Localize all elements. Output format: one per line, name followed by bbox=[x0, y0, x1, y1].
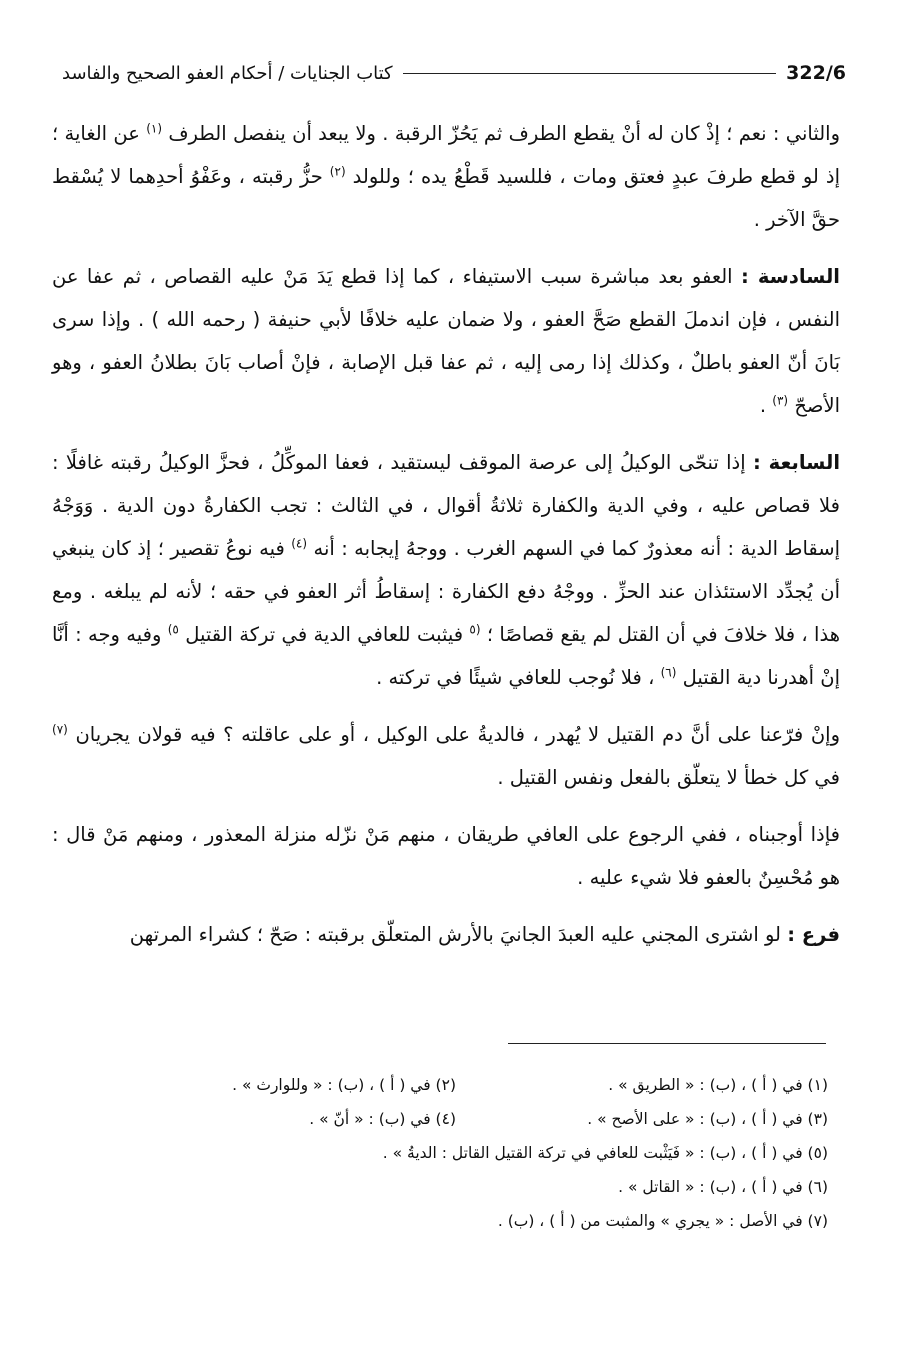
paragraph-lead: السابعة : bbox=[752, 451, 840, 474]
paragraph-text: فإذا أوجبناه ، ففي الرجوع على العافي طريقان ، منهم مَنْ نزّله منزلة المعذور ، ومنهم مَنْ قال : هو مُحْسِنٌ بالعفو فلا شيء عليه . bbox=[52, 823, 840, 889]
paragraph-4 bbox=[52, 713, 840, 799]
header-rule bbox=[403, 73, 777, 74]
paragraph-6th-case bbox=[52, 255, 840, 427]
footnote-row bbox=[80, 1068, 828, 1102]
footnote-marker: (٧) bbox=[52, 722, 68, 737]
footnote-row bbox=[80, 1102, 828, 1136]
paragraph-text: فيه نوعُ تقصير ؛ إذ كان ينبغي أن يُجدِّد الاستئذان عند الحزِّ . ووجْهُ دفع الكفارة : إسقاطُ أثر العفو في حقه ؛ لأنه لم يبلغه . ومع هذا ، فلا خلافَ في أن القتل لم يقع قصاصًا ؛ bbox=[52, 537, 840, 646]
paragraph-5 bbox=[52, 813, 840, 899]
paragraph-text: لو اشترى المجني عليه العبدَ الجانيَ بالأرش المتعلّق برقبته : صَحّ ؛ كشراء المرتهن bbox=[129, 923, 781, 946]
footnote-6: (٦) في ( أ ) ، (ب) : « القاتل » . bbox=[618, 1178, 828, 1196]
body-text bbox=[52, 112, 840, 970]
footnote-marker: (١) bbox=[146, 121, 163, 136]
footnote-5: (٥) في ( أ ) ، (ب) : « فَيَثْبت للعافي في تركة القتيل القاتل : الديةُ » . bbox=[382, 1144, 828, 1162]
paragraph-lead: السادسة : bbox=[741, 265, 840, 288]
footnote-marker: (٢) bbox=[329, 164, 346, 179]
paragraph-text: في كل خطأ لا يتعلّق بالفعل ونفس القتيل . bbox=[497, 766, 840, 789]
footnote-marker: (٣) bbox=[772, 393, 789, 408]
footnotes bbox=[80, 1068, 828, 1238]
paragraph-text: والثاني : نعم ؛ إذْ كان له أنْ يقطع الطرف ثم يَحُزّ الرقبة . ولا يبعد أن ينفصل الطرف bbox=[168, 122, 840, 145]
footnote-4: (٤) في (ب) : « أنّ » . bbox=[309, 1110, 456, 1128]
footnote-3: (٣) في ( أ ) ، (ب) : « على الأصح » . bbox=[587, 1110, 828, 1128]
footnote-marker: (٥ bbox=[469, 622, 481, 637]
paragraph-text: وفيه وجه : أنَّا إنْ أهدرنا دية القتيل bbox=[52, 623, 840, 689]
paragraph-branch bbox=[52, 913, 840, 956]
footnote-7: (٧) في الأصل : « يجري » والمثبت من ( أ ) ، (ب) . bbox=[497, 1212, 828, 1230]
paragraph-text: فيثبت للعافي الدية في تركة القتيل bbox=[185, 623, 464, 646]
paragraph-7th-case bbox=[52, 441, 840, 699]
paragraph-text: ، فلا نُوجب للعافي شيئًا في تركته . bbox=[376, 666, 655, 689]
paragraph-text: . bbox=[759, 394, 767, 417]
footnote-marker: ٥) bbox=[167, 622, 179, 637]
paragraph-text: حزُّ رقبته ، وعَفْوُ أحدِهما لا يُسْقط حقَّ الآخر . bbox=[52, 165, 840, 231]
footnote-2: (٢) في ( أ ) ، (ب) : « وللوارث » . bbox=[232, 1076, 456, 1094]
paragraph-text: عن الغاية ؛ إذ لو قطع طرفَ عبدٍ فعتق ومات ، فللسيد قَطْعُ يده ؛ وللولد bbox=[52, 122, 840, 188]
footnote-separator bbox=[508, 1043, 826, 1044]
footnote-marker: (٦) bbox=[660, 665, 677, 680]
paragraph-text: العفو بعد مباشرة سبب الاستيفاء ، كما إذا قطع يَدَ مَنْ عليه القصاص ، ثم عفا عن النفس ، فإن اندملَ القطع صَحَّ العفو ، ولا ضمان عليه خلافًا لأبي حنيفة ( رحمه الله ) . وإذا سرى بَانَ أنّ العفو باطلٌ ، وكذلك إذا رمى إليه ، ثم عفا قبل الإصابة ، فإنْ أصاب بَانَ بطلانُ العفو ، وهو الأصحّ bbox=[52, 265, 840, 417]
footnote-1: (١) في ( أ ) ، (ب) : « الطريق » . bbox=[608, 1076, 828, 1094]
running-title: كتاب الجنايات / أحكام العفو الصحيح والفاسد bbox=[62, 62, 393, 84]
paragraph-1 bbox=[52, 112, 840, 241]
paragraph-text: إذا تنحّى الوكيلُ إلى عرصة الموقف ليستقيد ، فعفا الموكِّلُ ، فحزَّ الوكيلُ رقبته غافلًا : فلا قصاص عليه ، وفي الدية والكفارة ثلاثةُ أقوال ، في الثالث : تجب الكفارةُ دون الدية . وَوَجْهُ إسقاط الدية : أنه معذورٌ كما في السهم الغرب . ووجهُ إيجابه : أنه bbox=[52, 451, 841, 560]
paragraph-text: وإنْ فرّعنا على أنَّ دم القتيل لا يُهدر ، فالديةُ على الوكيل ، أو على عاقلته ؟ فيه قولان يجريان bbox=[75, 723, 841, 746]
paragraph-lead: فرع : bbox=[787, 923, 840, 946]
footnote-marker: (٤) bbox=[291, 536, 308, 551]
page-header bbox=[62, 56, 846, 90]
page-number: 322/6 bbox=[786, 62, 846, 84]
